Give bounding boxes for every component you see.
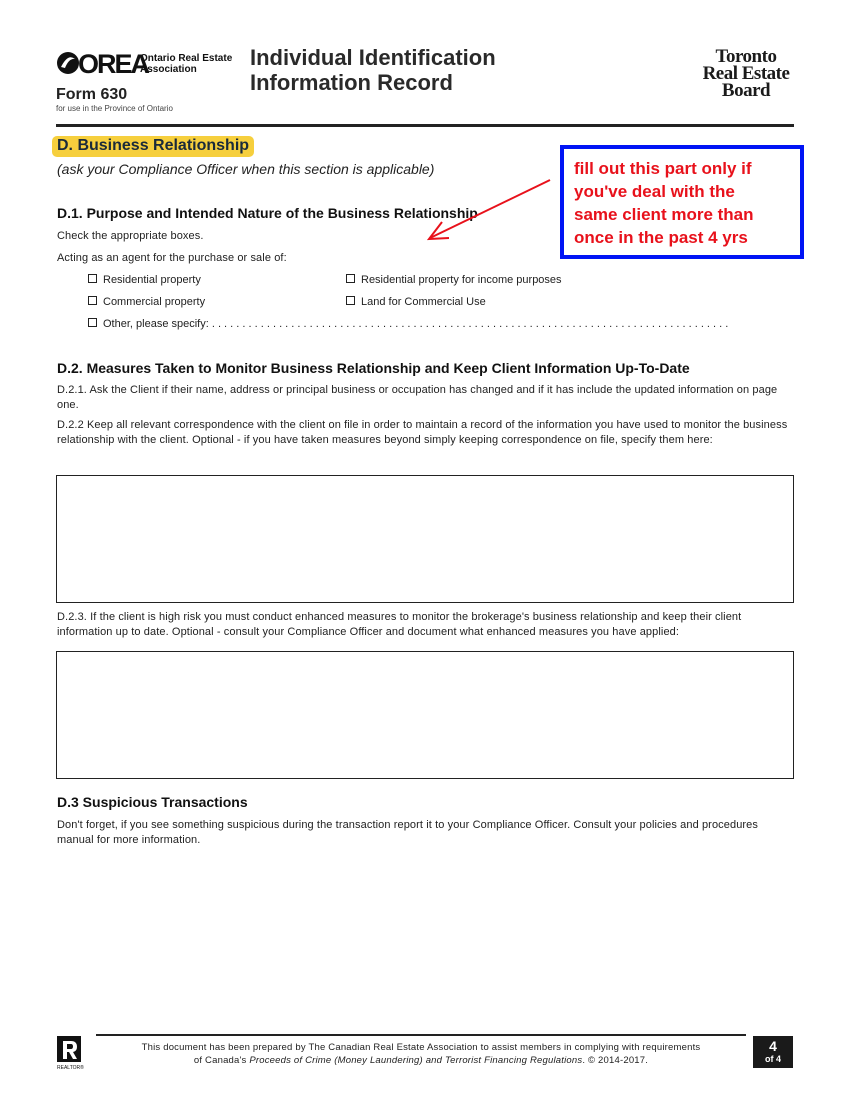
d2-3-enhanced-measures-field[interactable]: [56, 651, 794, 779]
page-number-badge: 4 of 4: [753, 1036, 793, 1068]
d2-3-text: D.2.3. If the client is high risk you must conduct enhanced measures to monitor the brokerage's business relationship and keep their client information up to date. Optional - consult your Compliance Officer and document what enhanced measures you have applied:: [57, 611, 742, 638]
d1-heading: D.1. Purpose and Intended Nature of the Business Relationship: [57, 205, 478, 221]
form-title: Individual Identification Information Record: [250, 45, 496, 95]
d2-2-measures-field[interactable]: [56, 475, 794, 603]
annotation-note: fill out this part only if you've deal with the same client more than once in the past 4 yrs: [560, 145, 804, 259]
d2-1-text: D.2.1. Ask the Client if their name, address or principal business or occupation has changed and if it has include the updated information on page one.: [57, 384, 778, 411]
option-commercial[interactable]: Commercial property: [88, 296, 205, 308]
option-residential-income[interactable]: Residential property for income purposes: [346, 274, 562, 286]
option-residential[interactable]: Residential property: [88, 274, 201, 286]
treb-logo: Toronto Real Estate Board: [702, 46, 790, 101]
footer-divider: [96, 1034, 746, 1036]
orea-logo: [56, 49, 149, 79]
option-other[interactable]: Other, please specify: . . . . . . . . . . . . . . . . . . . . . . . . . . . . . . . . . . . . . . . . . . . . . . . . . . . . . . . . . . . . . . . . . . . . . . . . . . . . . . . . . . . . .: [88, 318, 728, 330]
realtor-logo: [56, 1036, 84, 1070]
section-title: D. Business Relationship: [52, 136, 254, 157]
d3-heading: D.3 Suspicious Transactions: [57, 794, 248, 810]
d2-heading: D.2. Measures Taken to Monitor Business Relationship and Keep Client Information Up-To-Date: [57, 360, 690, 376]
form-number: Form 630: [56, 86, 128, 103]
d1-instruction: Check the appropriate boxes.: [57, 230, 204, 242]
form-subtitle: for use in the Province of Ontario: [56, 104, 173, 113]
option-land-commercial[interactable]: Land for Commercial Use: [346, 296, 486, 308]
realtor-mark-text: REALTOR®: [57, 1065, 84, 1071]
orea-association-name: Ontario Real Estate Association: [140, 53, 233, 75]
header-divider: [56, 124, 794, 127]
d1-acting: Acting as an agent for the purchase or sale of:: [57, 252, 287, 264]
d3-text: Don't forget, if you see something suspicious during the transaction report it to your Compliance Officer. Consult your policies and procedures manual for more information.: [57, 819, 758, 846]
checkbox-residential[interactable]: [88, 274, 97, 283]
checkbox-other[interactable]: [88, 318, 97, 327]
orea-logo-text: OREA: [78, 49, 149, 79]
checkbox-commercial[interactable]: [88, 296, 97, 305]
checkbox-residential-income[interactable]: [346, 274, 355, 283]
d2-2-text: D.2.2 Keep all relevant correspondence with the client on file in order to maintain a record of the information you have used to monitor the business relationship with the client. Optional - if you have taken measures beyond simply keeping correspondence on file, specify them here:: [57, 419, 788, 446]
footer-text: This document has been prepared by The Canadian Real Estate Association to assist members in complying with requirements of Canada's Proceeds of Crime (Money Laundering) and Terrorist Financing Regulations. © 2014-2017.: [141, 1042, 701, 1066]
annotation-arrow: [420, 170, 560, 250]
checkbox-land-commercial[interactable]: [346, 296, 355, 305]
section-subtitle: (ask your Compliance Officer when this section is applicable): [57, 161, 435, 177]
